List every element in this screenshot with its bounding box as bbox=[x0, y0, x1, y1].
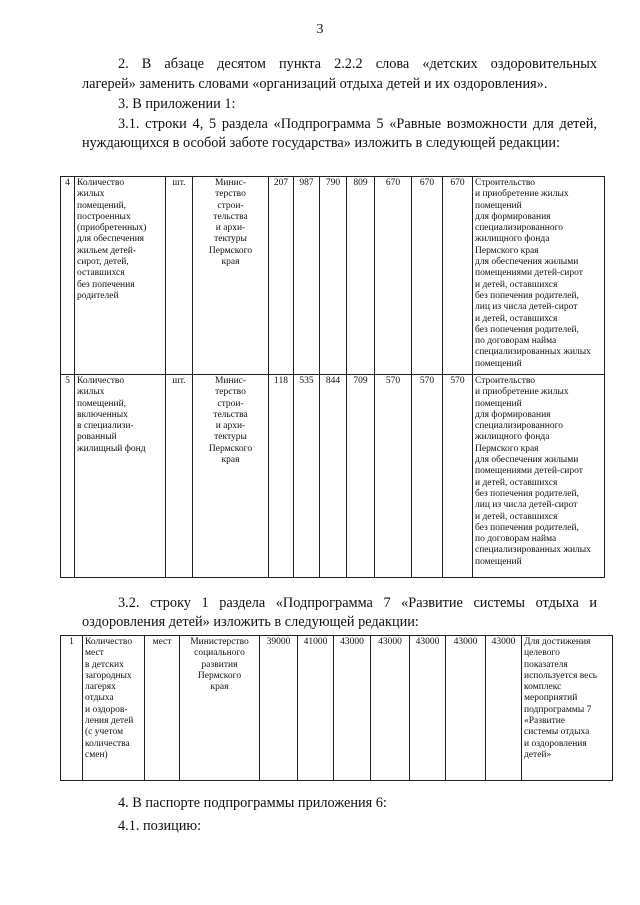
paragraph-3-2: 3.2. строку 1 раздела «Подпрограмма 7 «Развитие системы отдыха и оздоровления детей» изложить в следующей редакции: bbox=[82, 595, 597, 630]
table-subprogram-7 bbox=[60, 635, 613, 781]
value-cell: 570 bbox=[412, 375, 443, 578]
unit: шт. bbox=[166, 177, 193, 375]
value-cell: 570 bbox=[443, 375, 473, 578]
activity-note: Строительство и приобретение жилых помещений для формирования специализированного жилищного фонда Пермского края для обеспечения жилыми помещениями детей-сирот и детей, оставшихся без попечения родителей, лиц из числа детей-сирот и детей, оставшихся без попечения родителей, по договорам найма специализированных жилых помещений bbox=[473, 177, 605, 375]
row-number: 5 bbox=[61, 375, 75, 578]
value-cell: 41000 bbox=[298, 636, 334, 781]
value-cell: 844 bbox=[320, 375, 347, 578]
paragraph-3: 3. В приложении 1: bbox=[118, 96, 236, 112]
value-cell: 43000 bbox=[446, 636, 486, 781]
value-cell: 670 bbox=[443, 177, 473, 375]
page-number: 3 bbox=[316, 22, 324, 37]
table-subprogram-5 bbox=[60, 176, 605, 578]
row-number: 1 bbox=[61, 636, 83, 781]
value-cell: 43000 bbox=[486, 636, 522, 781]
value-cell: 570 bbox=[375, 375, 412, 578]
table-row bbox=[61, 636, 613, 781]
responsible-ministry: Минис- терство строи- тельства и архи- тектуры Пермского края bbox=[193, 375, 269, 578]
value-cell: 790 bbox=[320, 177, 347, 375]
value-cell: 43000 bbox=[410, 636, 446, 781]
responsible-ministry: Минис- терство строи- тельства и архи- тектуры Пермского края bbox=[193, 177, 269, 375]
value-cell: 43000 bbox=[334, 636, 371, 781]
indicator-name: Количество жилых помещений, построенных (приобретенных) для обеспечения жильем детей- сирот, детей, оставшихся без попечения родителей bbox=[75, 177, 166, 375]
paragraph-4-1: 4.1. позицию: bbox=[118, 818, 202, 834]
table-row bbox=[61, 375, 605, 578]
activity-note: Для достижения целевого показателя используется весь комплекс мероприятий подпрограммы 7 «Развитие системы отдыха и оздоровления детей» bbox=[522, 636, 613, 781]
value-cell: 118 bbox=[269, 375, 294, 578]
indicator-name: Количество жилых помещений, включенных в специализи- рованный жилищный фонд bbox=[75, 375, 166, 578]
paragraph-2-line-2: лагерей» заменить словами «организаций отдыха детей и их оздоровления». bbox=[82, 76, 548, 92]
activity-note: Строительство и приобретение жилых помещений для формирования специализированного жилищного фонда Пермского края для обеспечения жилыми помещениями детей-сирот и детей, оставшихся без попечения родителей, лиц из числа детей-сирот и детей, оставшихся без попечения родителей, по договорам найма специализированных жилых помещений bbox=[473, 375, 605, 578]
paragraph-4: 4. В паспорте подпрограммы приложения 6: bbox=[118, 795, 387, 811]
paragraph-2-line-1: 2. В абзаце десятом пункта 2.2.2 слова «детских оздоровительных bbox=[118, 56, 597, 72]
indicator-name: Количество мест в детских загородных лагерях отдыха и оздоров- ления детей (с учетом количества смен) bbox=[83, 636, 145, 781]
responsible-ministry: Министерство социального развития Пермского края bbox=[180, 636, 260, 781]
unit: шт. bbox=[166, 375, 193, 578]
value-cell: 43000 bbox=[371, 636, 410, 781]
value-cell: 987 bbox=[294, 177, 320, 375]
value-cell: 670 bbox=[412, 177, 443, 375]
value-cell: 207 bbox=[269, 177, 294, 375]
value-cell: 709 bbox=[347, 375, 375, 578]
row-number: 4 bbox=[61, 177, 75, 375]
value-cell: 39000 bbox=[260, 636, 298, 781]
paragraph-3-1: 3.1. строки 4, 5 раздела «Подпрограмма 5 «Равные возможности для детей, нуждающихся в особой заботе государства» изложить в следующей редакции: bbox=[82, 116, 597, 151]
value-cell: 670 bbox=[375, 177, 412, 375]
table-row bbox=[61, 177, 605, 375]
unit: мест bbox=[145, 636, 180, 781]
value-cell: 809 bbox=[347, 177, 375, 375]
value-cell: 535 bbox=[294, 375, 320, 578]
